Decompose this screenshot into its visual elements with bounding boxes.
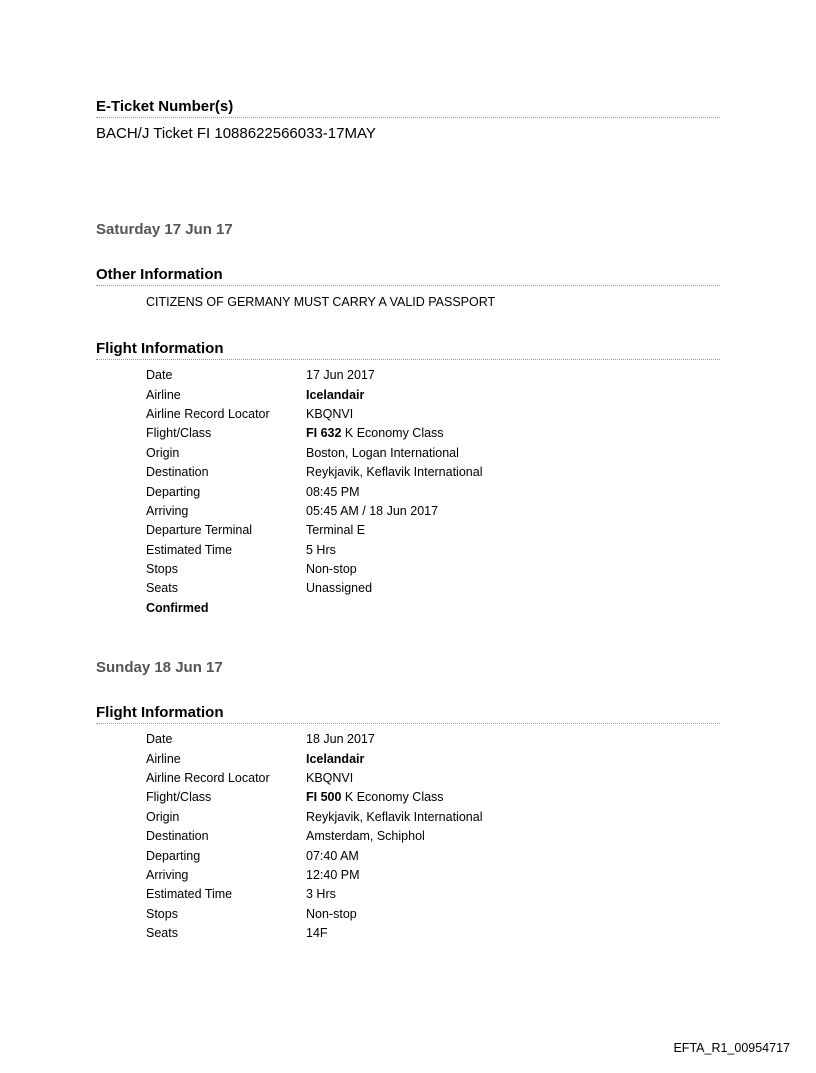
day-heading-1: Saturday 17 Jun 17: [96, 221, 233, 238]
value-arriving: 12:40 PM: [306, 867, 360, 882]
flight-info-table-1: [146, 366, 482, 599]
value-stops: Non-stop: [306, 562, 357, 577]
label-date: Date: [146, 368, 173, 383]
row-date: [146, 366, 482, 385]
label-estimated-time: Estimated Time: [146, 887, 233, 902]
row-record-locator: [146, 405, 482, 424]
label-date: Date: [146, 732, 173, 747]
row-departing: [146, 846, 482, 865]
value-record-locator: KBQNVI: [306, 406, 354, 421]
eticket-heading: E-Ticket Number(s): [96, 98, 720, 118]
label-stops: Stops: [146, 562, 178, 577]
flight-info-table-2: [146, 730, 482, 943]
value-flight-class: [306, 788, 482, 807]
day-heading-2: Sunday 18 Jun 17: [96, 659, 223, 676]
value-departing: 08:45 PM: [306, 484, 360, 499]
row-origin: [146, 808, 482, 827]
label-flight-class: Flight/Class: [146, 426, 212, 441]
row-arriving: [146, 866, 482, 885]
row-origin: [146, 444, 482, 463]
class-text: K Economy Class: [341, 790, 444, 805]
document-id: EFTA_R1_00954717: [673, 1041, 790, 1055]
value-origin: Reykjavik, Keflavik International: [306, 809, 483, 824]
label-airline: Airline: [146, 387, 181, 402]
airline-name: Icelandair: [306, 387, 365, 402]
value-flight-class: [306, 424, 482, 443]
value-stops: Non-stop: [306, 906, 357, 921]
row-flight-class: [146, 424, 482, 443]
row-departure-terminal: [146, 521, 482, 540]
row-record-locator: [146, 769, 482, 788]
label-arriving: Arriving: [146, 867, 189, 882]
value-estimated-time: 3 Hrs: [306, 887, 336, 902]
label-estimated-time: Estimated Time: [146, 542, 233, 557]
label-departing: Departing: [146, 848, 201, 863]
airline-name: Icelandair: [306, 751, 365, 766]
value-destination: Amsterdam, Schiphol: [306, 829, 425, 844]
other-info-heading: Other Information: [96, 266, 720, 286]
value-seats: Unassigned: [306, 581, 373, 596]
value-arriving: 05:45 AM / 18 Jun 2017: [306, 503, 439, 518]
value-date: 17 Jun 2017: [306, 368, 375, 383]
value-airline: [306, 749, 482, 768]
flight-info-heading-1: Flight Information: [96, 340, 720, 360]
row-estimated-time: [146, 885, 482, 904]
label-stops: Stops: [146, 906, 178, 921]
label-arriving: Arriving: [146, 503, 189, 518]
label-origin: Origin: [146, 445, 180, 460]
label-seats: Seats: [146, 581, 178, 596]
row-arriving: [146, 502, 482, 521]
flight-number: FI 500: [306, 790, 342, 805]
label-destination: Destination: [146, 465, 209, 480]
row-stops: [146, 560, 482, 579]
value-seats: 14F: [306, 926, 328, 941]
value-origin: Boston, Logan International: [306, 445, 459, 460]
value-destination: Reykjavik, Keflavik International: [306, 465, 483, 480]
eticket-number: BACH/J Ticket FI 1088622566033-17MAY: [96, 125, 376, 142]
row-airline: [146, 749, 482, 768]
value-record-locator: KBQNVI: [306, 770, 354, 785]
class-text: K Economy Class: [341, 426, 444, 441]
value-date: 18 Jun 2017: [306, 732, 375, 747]
row-date: [146, 730, 482, 749]
label-seats: Seats: [146, 926, 178, 941]
row-seats: [146, 579, 482, 598]
label-departure-terminal: Departure Terminal: [146, 523, 253, 538]
row-estimated-time: [146, 541, 482, 560]
row-flight-class: [146, 788, 482, 807]
value-departure-terminal: Terminal E: [306, 523, 366, 538]
booking-status: Confirmed: [146, 601, 209, 615]
row-stops: [146, 905, 482, 924]
label-flight-class: Flight/Class: [146, 790, 212, 805]
flight-info-heading-2: Flight Information: [96, 704, 720, 724]
row-destination: [146, 827, 482, 846]
label-record-locator: Airline Record Locator: [146, 406, 270, 421]
label-record-locator: Airline Record Locator: [146, 770, 270, 785]
row-departing: [146, 482, 482, 501]
label-departing: Departing: [146, 484, 201, 499]
label-destination: Destination: [146, 829, 209, 844]
other-info-text: CITIZENS OF GERMANY MUST CARRY A VALID PASSPORT: [146, 295, 496, 309]
value-airline: [306, 385, 482, 404]
row-airline: [146, 385, 482, 404]
flight-number: FI 632: [306, 426, 342, 441]
value-departing: 07:40 AM: [306, 848, 359, 863]
label-airline: Airline: [146, 751, 181, 766]
row-destination: [146, 463, 482, 482]
value-estimated-time: 5 Hrs: [306, 542, 336, 557]
row-seats: [146, 924, 482, 943]
label-origin: Origin: [146, 809, 180, 824]
